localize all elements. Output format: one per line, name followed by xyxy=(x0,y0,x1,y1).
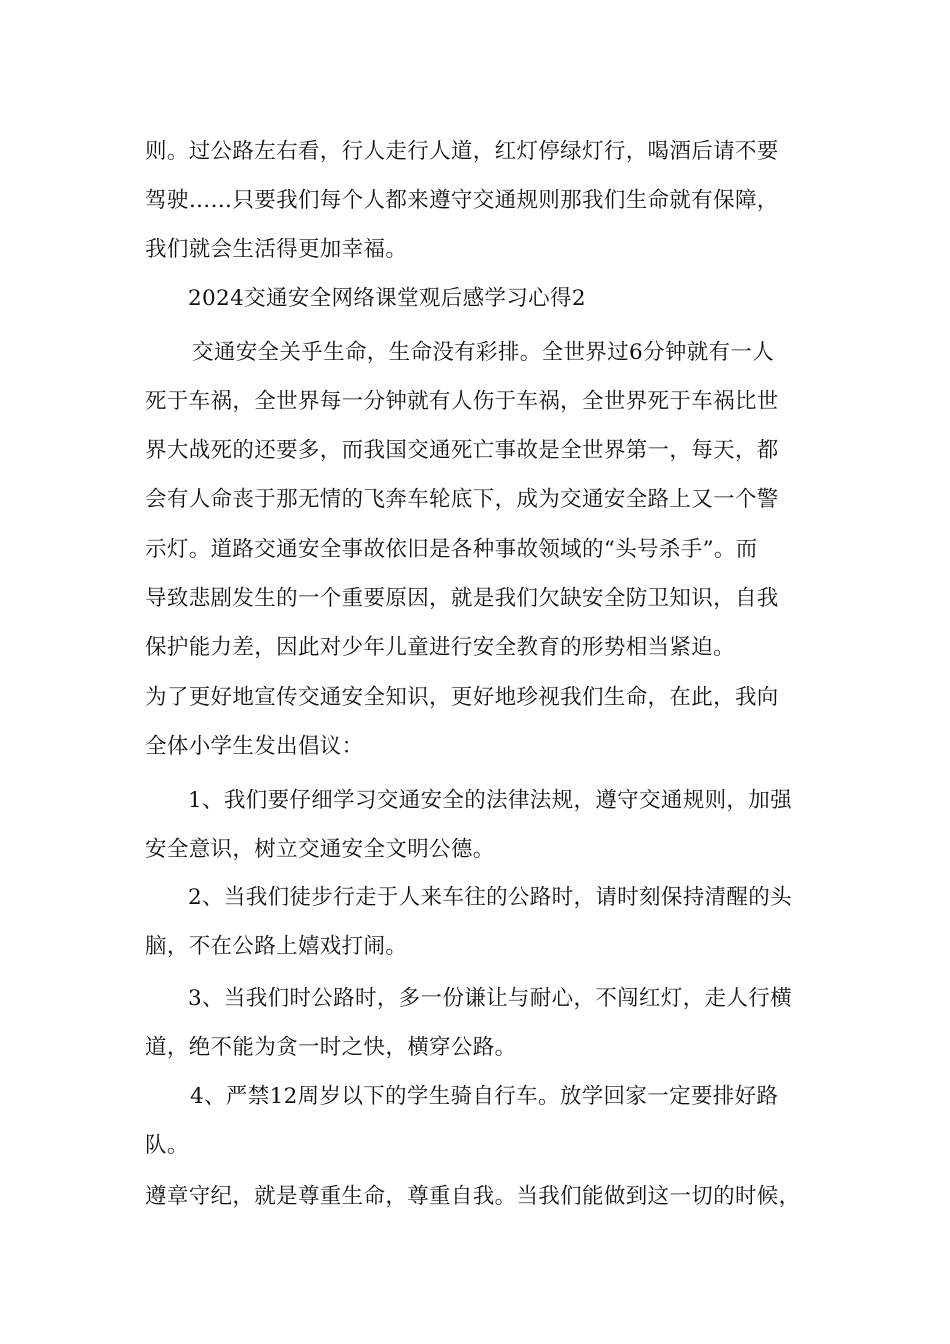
paragraph-line: 全体小学生发出倡议： xyxy=(145,734,364,759)
paragraph-line: 驾驶……只要我们每个人都来遵守交通规则那我们生命就有保障， xyxy=(145,188,779,213)
paragraph-line: 保护能力差，因此对少年儿童进行安全教育的形势相当紧迫。 xyxy=(145,635,735,660)
paragraph-line: 交通安全关乎生命，生命没有彩排。全世界过6分钟就有一人 xyxy=(192,340,775,365)
paragraph-line: 遵章守纪，就是尊重生命，尊重自我。当我们能做到这一切的时候， xyxy=(145,1184,801,1209)
section-heading: 2024交通安全网络课堂观后感学习心得2 xyxy=(188,286,586,311)
paragraph-line: 界大战死的还要多，而我国交通死亡事故是全世界第一，每天，都 xyxy=(145,438,779,463)
paragraph-line: 为了更好地宣传交通安全知识，更好地珍视我们生命，在此，我向 xyxy=(145,685,779,710)
list-item-1: 1、我们要仔细学习交通安全的法律法规，遵守交通规则，加强 xyxy=(188,788,792,813)
paragraph-line: 导致悲剧发生的一个重要原因，就是我们欠缺安全防卫知识，自我 xyxy=(145,586,779,611)
paragraph-line: 安全意识，树立交通安全文明公德。 xyxy=(145,837,495,862)
paragraph-line: 我们就会生活得更加幸福。 xyxy=(145,237,408,262)
list-item-3: 3、当我们时公路时，多一份谦让与耐心，不闯红灯，走人行横 xyxy=(188,986,792,1011)
paragraph-line: 死于车祸，全世界每一分钟就有人伤于车祸，全世界死于车祸比世 xyxy=(145,389,779,414)
paragraph-line: 道，绝不能为贪一时之快，横穿公路。 xyxy=(145,1035,517,1060)
paragraph-line: 脑，不在公路上嬉戏打闹。 xyxy=(145,934,408,959)
paragraph-line: 会有人命丧于那无情的飞奔车轮底下，成为交通安全路上又一个警 xyxy=(145,487,779,512)
paragraph-line: 示灯。道路交通安全事故依旧是各种事故领域的“头号杀手”。而 xyxy=(145,537,758,562)
list-item-4: 4、严禁12周岁以下的学生骑自行车。放学回家一定要排好路 xyxy=(190,1084,779,1109)
list-item-2: 2、当我们徒步行走于人来车往的公路时，请时刻保持清醒的头 xyxy=(188,885,792,910)
paragraph-line: 则。过公路左右看，行人走行人道，红灯停绿灯行，喝酒后请不要 xyxy=(145,139,779,164)
paragraph-line: 队。 xyxy=(145,1133,189,1158)
